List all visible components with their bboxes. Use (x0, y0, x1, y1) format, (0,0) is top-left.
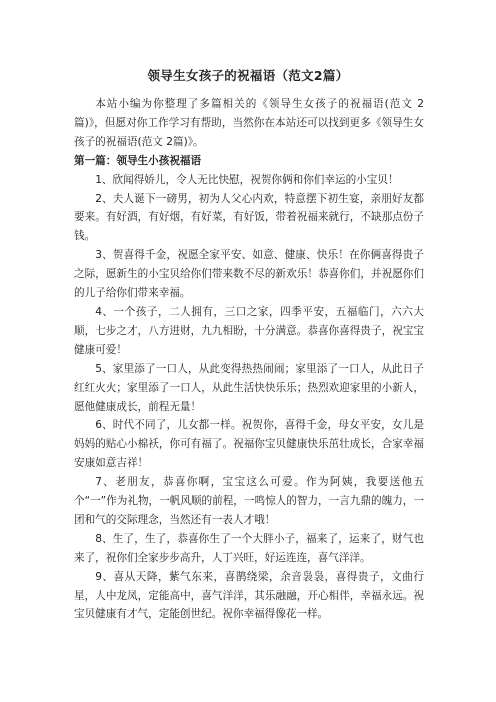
wish-paragraph-8: 8、生了，生了，恭喜你生了一个大胖小子，福来了，运来了，财气也来了，祝你们全家步步高升，人丁兴旺，好运连连，喜气洋洋。 (74, 532, 424, 564)
intro-paragraph: 本站小编为你整理了多篇相关的《领导生女孩子的祝福语(范文 2篇)》，但愿对你工作学习有帮助，当然你在本站还可以找到更多《领导生女孩子的祝福语(范文 2篇)》。 (74, 98, 424, 148)
wish-paragraph-7: 7、老朋友，恭喜你啊，宝宝这么可爱。作为阿姨，我要送他五个“一”作为礼物，一帆风顺的前程，一鸣惊人的智力，一言九鼎的魄力，一团和气的交际理念，当然还有一表人才哦！ (74, 476, 424, 526)
document-title: 领导生女孩子的祝福语（范文2篇） (147, 68, 349, 83)
wish-paragraph-2: 2、夫人诞下一磅男，初为人父心内欢，特意摆下初生宴，亲朋好友都要来。有好酒，有好烟，有好菜，有好饭，带着祝福来就行，不缺那点份子钱。 (74, 192, 424, 243)
wish-paragraph-6: 6、时代不同了，儿女都一样。祝贺你，喜得千金，母女平安，女儿是妈妈的贴心小棉袄，你可有福了。祝福你宝贝健康快乐茁壮成长，合家幸福安康如意吉祥！ (74, 419, 424, 470)
document-body (74, 95, 424, 624)
wish-paragraph-9: 9、喜从天降，紫气东来，喜鹊绕梁，余音袅袅，喜得贵子，文曲行星，人中龙凤，定能高中，喜气洋洋，其乐融融，开心相伴，幸福永远。祝宝贝健康有才气，定能创世纪。祝你幸福得像花一样。 (74, 570, 424, 621)
wish-paragraph-5: 5、家里添了一口人，从此变得热热闹闹；家里添了一口人，从此日子红红火火；家里添了一口人，从此生活快快乐乐；热烈欢迎家里的小新人，愿他健康成长，前程无量！ (74, 362, 424, 413)
section-heading: 第一篇：领导生小孩祝福语 (74, 154, 202, 167)
wish-paragraph-1: 1、欣闻得娇儿，令人无比快慰，祝贺你俩和你们幸运的小宝贝！ (95, 173, 399, 186)
wish-paragraph-4: 4、一个孩子，二人拥有，三口之家，四季平安，五福临门，六六大顺，七步之才，八方进财，九九相盼，十分满意。恭喜你喜得贵子，祝宝宝健康可爱！ (74, 305, 424, 356)
wish-paragraph-3: 3、贺喜得千金，祝愿全家平安、如意、健康、快乐！在你俩喜得贵子之际，愿新生的小宝贝给你们带来数不尽的新欢乐！恭喜你们，并祝愿你们的儿子给你们带来幸福。 (74, 249, 424, 300)
